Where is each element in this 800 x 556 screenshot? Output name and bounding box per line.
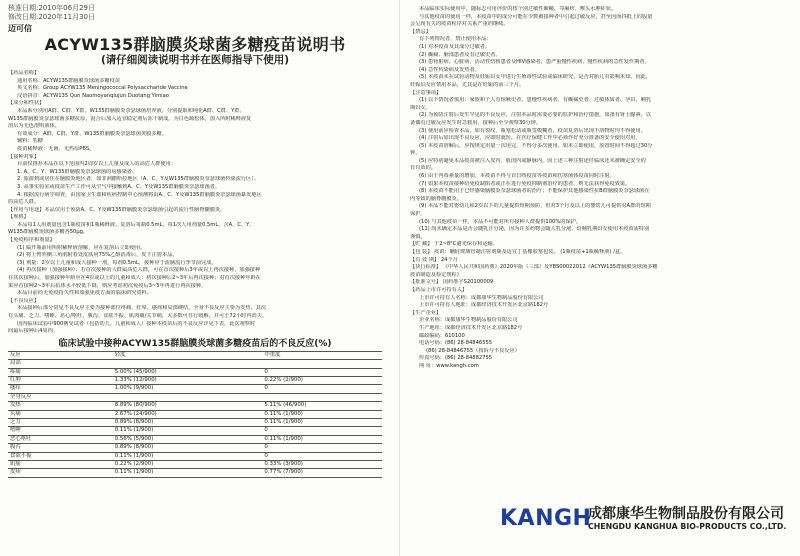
text-line: 钟。 [410, 150, 421, 157]
text-line: (4) 注射后如出现不良反应，应即时就医，在医疗保健工作中必须作好充分准备的安全使用对用。 [419, 135, 641, 142]
text-line: W135群脑膜炎奈瑟球菌多糖抗原，混合后加入适宜稳定剂后冻干制成。为白色疏松体，加入所附稀释液复 [8, 115, 252, 122]
adverse-reaction-table [8, 351, 382, 478]
table-cell [113, 393, 263, 401]
text-line: 果应首接种2~3年后抗体水平较低下降，则应考虑初次免疫后3~5年再进行再次接种。 [8, 282, 207, 289]
text-line: (3) 剂量：2岁以上儿童和成人接种一剂，每剂0.5mL，接种应于流脑流行季节前完成。 [17, 259, 217, 266]
text-line: (5) 本疫苗溶解后，应按规定用量一次用完，不得分多次使用。如未立即使用，放置时间不得超过30分 [419, 142, 653, 149]
table-cell: 0.11% (1/900) [113, 427, 263, 435]
table-row [8, 419, 382, 427]
text-line: 2. 旅游到或居住在脑膜炎地区者，如非洲撒哈拉地区（A、C、Y及W135群脑膜炎奈瑟球菌传染流行区）。 [17, 176, 260, 183]
right-column [402, 0, 798, 556]
text-line: 本品每1人用剂量包含1瓶疫苗和1瓶稀释液。复溶后每瓶0.5mL，每1次人用剂量0.5mL，含A、C、Y、 [17, 221, 255, 228]
table-header-row [8, 351, 382, 359]
text-line: 通用名称：ACYW135群脑膜炎球菌多糖疫苗 [17, 77, 121, 84]
table-row [8, 393, 382, 401]
table-header-cell: 反应 [8, 351, 113, 359]
right-body-text [410, 6, 788, 371]
text-line: (4) 急性传染病及发热者。 [419, 66, 480, 73]
text-line: W135群脑膜炎球菌多糖各50μg。 [8, 229, 89, 236]
company-logo [500, 502, 790, 536]
table-cell: 0 [262, 427, 382, 435]
table-cell: 0 [262, 385, 382, 393]
table-cell: 0.11% (1/900) [113, 452, 263, 460]
text-line: 【有 效 期】 24个月 [410, 256, 458, 263]
text-line: 有头痛、乏力、嗜睡、恶心/呕吐、腹泻、食欲不振、肌肉痛/关节痛，大多数可自行缓解，并可于72小时内消失。 [8, 313, 268, 319]
logo-mark: KANGH [500, 506, 592, 531]
text-line: (10) 与其他疫苗一样，本品不可能对所有接种人群提供100%的保护。 [419, 218, 582, 225]
text-line: 本品接种后部分常见不良反应主要为接种部位疼痛、红晕、瘙痒和局部硬结，全身不良反应主要为发热，其次 [17, 305, 267, 312]
table-cell: 2.67% (24/900) [113, 410, 263, 418]
table-row [8, 427, 382, 435]
table-cell: 恶心呕吐 [8, 435, 113, 443]
approval-date: 核准日期:2010年06月29日 [8, 4, 95, 12]
revision-date: 修改日期:2020年11月30日 [8, 13, 95, 21]
table-cell: 疼痛 [8, 368, 113, 376]
text-line: (2) 为预防注射后发生罕见的不良反应，注射本品时需要必要的监护和治疗措施，如备有肾上腺素，以 [419, 112, 652, 119]
text-line: 本品目前尚无免疫持久性和加强免疫方面的临床研究资料。 [17, 290, 152, 297]
table-cell: 0.11% (1/900) [113, 469, 263, 477]
table-cell: 0.22% (2/900) [113, 461, 263, 469]
company-name-en: CHENGDU KANGHUA BIO-PRODUCTS CO.,LTD. [588, 522, 787, 531]
text-line: 备偶有过敏反应发生时急救用。接种后至少观察30分钟。 [410, 119, 542, 126]
text-line: 4. 根据流行病学调查，由国家卫生部和疾病控制中心预测将由A、C、Y及W135群脑膜炎奈瑟球菌暴发地区 [17, 191, 262, 198]
table-cell: 0.11% (1/900) [262, 435, 382, 443]
text-line: (8) 本疫苗不能用于已经感染脑膜炎奈瑟球菌者的治疗；不能保护其他感染性抗B群脑膜炎奈瑟球菌在 [419, 188, 650, 195]
table-cell: 1.00% (9/900) [113, 385, 263, 393]
text-line: 妊娠妇女应禁用本品，尤其是在妊娠的前三个月。 [410, 81, 525, 88]
text-line: (1) 对本疫苗及其成分过敏者。 [419, 43, 491, 50]
text-line: 上市许可持有人地址：成都经济技术开发区北京路182号 [419, 302, 549, 309]
column-divider [399, 0, 400, 556]
text-line: 企业名称：成都康华生物制品股份有限公司 [419, 317, 518, 324]
text-line: 1. A、C、Y、W135群脑膜炎奈瑟球菌的易感染者。 [17, 168, 138, 175]
text-line: 【注意事项】 [410, 89, 442, 96]
table-row [8, 377, 382, 385]
text-line: 网 址：www.kangh.com [419, 362, 479, 369]
text-line: 的高危人群。 [8, 199, 40, 206]
table-cell: 5.11% (46/900) [262, 402, 382, 410]
table-cell: 0 [262, 452, 382, 460]
table-cell: 0.89% (8/900) [113, 419, 263, 427]
text-line: 保护。 [410, 211, 426, 218]
text-line: 英文名称：Group ACYW135 Meningococcal Polysaccharide Vaccine [17, 85, 188, 92]
text-line: 本品临床实际使用中，随标志可用评价的按个别过敏性紫癜、荨麻疹、喉头水肿症状。 [419, 6, 617, 12]
table-row [8, 410, 382, 418]
table-cell: 局部 [8, 360, 113, 368]
table-cell [113, 360, 263, 368]
text-line: 生产地址：成都经济技术开发区北京路182号 [419, 324, 523, 331]
text-line: 【药品上市许可持有人】 [410, 286, 468, 293]
text-line: (2) 将上臂外侧三角肌附着处皮肤用75%乙醇消毒后，皮下注射本品。 [17, 252, 178, 259]
text-line: 有有效的。 [410, 165, 436, 172]
table-row [8, 435, 382, 443]
text-line: 邮政编码：610100 [419, 332, 465, 339]
table-cell: 食欲不振 [8, 452, 113, 460]
table-row [8, 402, 382, 410]
brand-name: 迈可信 [8, 24, 32, 33]
text-line: (4) 再次接种（加强接种）：若首次接种的人群属高危人群，可在首次接种后3年或以上再次接种，加强接种 [17, 267, 261, 274]
text-line: 目前仅推荐本品在以下范围内2周岁以上儿童及成人的高危人群使用： [17, 161, 176, 168]
text-line: 【免疫程序和剂量】 [8, 237, 55, 244]
left-column [0, 0, 396, 556]
text-line: 期妇女。 [410, 104, 431, 111]
text-line: 【接种对象】 [8, 153, 40, 160]
table-cell: 5.00% (45/900) [113, 368, 263, 376]
table-cell: 腹泻 [8, 444, 113, 452]
table-cell [262, 393, 382, 401]
left-body-text [8, 70, 382, 336]
text-line: 【包 装】 疫苗：硼硅玻璃管制注射剂瓶及适宜丁基橡胶塞包装。 (1瓶疫苗+1瓶稀释液) /盒。 [410, 249, 626, 255]
text-line: 内等致的脑脊髓膜炎。 [410, 195, 462, 202]
text-line: (86) 28-84846755（按诉与不良反应） [426, 347, 520, 354]
text-line: 【生产企业】 [410, 309, 442, 316]
table-cell: 肌痛 [8, 461, 113, 469]
text-line: 3. 从事实验室或疫苗生产工作可从空气中接触到A、C、Y及W135群脑膜炎奈瑟球菌者。 [17, 183, 221, 190]
table-cell: 瘙痒 [8, 385, 113, 393]
table-row [8, 461, 382, 469]
text-line: 本品系分别用A群、C群、Y群、W135群脑膜炎奈瑟球菌培养液，分别提取和纯化A群、C群、Y群、 [17, 107, 245, 114]
text-line: 【不良反应】 [8, 297, 40, 304]
text-line: (5) 应特别避免本品疫苗被注入皮内、肌肉内或静脉内，因上述三种注射途径临床还未被确定安全的 [419, 157, 646, 164]
table-cell: 0.89% (8/900) [113, 444, 263, 452]
table-cell: 嗜睡 [8, 427, 113, 435]
text-line: 上市许可持有人名称：成都康华生物制品股份有限公司 [419, 294, 544, 301]
text-line: 谨慎。 [410, 233, 426, 240]
table-row [8, 385, 382, 393]
table-cell: 0 [262, 368, 382, 376]
table-cell: 1.33% (12/900) [113, 377, 263, 385]
table-cell [262, 360, 382, 368]
table-header-cell: 轻度 [113, 351, 263, 359]
text-line: 【药品名称】 [8, 70, 40, 76]
text-line: (6) 由于内毒素量的增加，本疫苗不得与百日咳疫苗等疫苗和伤寒菌体疫苗同时注射。 [419, 173, 615, 180]
table-cell: 0.56% (5/900) [113, 435, 263, 443]
text-line: (1) 以下情况者慎用：家族和个人有惊厥史者、患慢性疾病者、有癫痫史者、过敏体质者、孕妇、哺乳 [419, 97, 652, 104]
text-line: (7) 如果本疫苗接种给免疫缺陷者或正在进行免疫抑制剂治疗的患者，则无法获得免疫效果。 [419, 180, 631, 187]
table-cell: 0 [262, 444, 382, 452]
document-title: ACYW135群脑膜炎球菌多糖疫苗说明书 [44, 35, 346, 54]
text-line: (2) 癫痫、脑部患者及有过敏史者。 [419, 51, 501, 58]
text-line: 间最后接种后4周内。 [8, 328, 58, 335]
table-cell: 乏力 [8, 419, 113, 427]
text-line: 【执行标准】 《中华人民共和国药典》2020年版（三部）及YBS00022012《ACYW135群脑膜炎球菌多糖 [410, 264, 658, 271]
text-line: 溶后为无色澄明液体。 [8, 123, 60, 130]
text-line: 【规格】 [8, 214, 29, 221]
text-line: (3) 患肾脏病、心脏病、活动性结核患者及HIV感染者，患严重慢性疾病、慢性疾病的急性发作期者。 [419, 59, 650, 66]
text-line: 有效成分：A群、C群、Y群、W135群脑膜炎奈瑟球菌荚膜多糖。 [17, 130, 167, 137]
text-line: 疫苗稀释液：无菌、无热原PBS。 [17, 145, 95, 152]
text-line: 国内临床试验中900例受试者（包括幼儿、儿童和成人）接种本疫苗后的不良反应详见下表，此次观察时 [17, 320, 256, 327]
text-line: 电话号码：(86) 28-84846555 [419, 340, 493, 347]
table-row [8, 452, 382, 460]
text-line: (1) 临开瓶前用所附稀释液溶解，应在复溶后立即使用。 [17, 244, 146, 251]
text-line: 【贮 藏】 于2~8°C避光保存和运输。 [410, 241, 498, 248]
text-line: (3) 使用前应检查本品，如有裂纹、瓶塞松动或瓶签模糊者，疫苗复溶后出现不溶物时均不得使用。 [419, 127, 646, 134]
text-line: 辅料：乳糖 [17, 138, 43, 145]
text-line: (9) 本品不能对婴幼儿和2岁以下的儿童提供短期预防，但对3个月及以上的婴幼儿可提供对A群的短期 [419, 203, 651, 210]
adverse-reaction-table-title: 临床试验中接种ACYW135群脑膜炎球菌多糖疫苗后的不良反应(%) [58, 338, 332, 349]
text-line: (5) 本疫苗未在试验动物及妊娠妇女中进行生殖毒性试验或临床研究，是否对胎儿有影响未知，因此， [419, 74, 652, 81]
table-row [8, 444, 382, 452]
text-line: 【成分和性状】 [8, 100, 45, 107]
text-line: 【禁忌】 [410, 28, 431, 35]
table-cell: 0.11% (1/900) [262, 419, 382, 427]
table-cell: 皮疹 [8, 469, 113, 477]
text-line: 在其次接种后，加强接种年龄应在4岁或以上的儿童和成人：初次接种后2~3年后再次接种；对首次接种年龄在 [8, 275, 261, 282]
document-subtitle: (请仔细阅读说明书并在医师指导下使用) [100, 54, 290, 66]
table-row [8, 469, 382, 477]
text-line: 疫苗制造及检定规程》 [410, 271, 462, 278]
text-line: 汉语拼音：ACYW135 Qun Naomoyanqiujun Duotang Yimiao [17, 92, 169, 99]
table-row [8, 360, 382, 368]
text-line: 【作用与用途】本品仅用于预防A、C、Y及W135群脑膜炎奈瑟球菌引起的流行性脑脊髓膜炎。 [8, 206, 226, 213]
table-cell: 0.77% (7/900) [262, 469, 382, 477]
table-cell: 0.11% (1/900) [262, 410, 382, 418]
table-body [8, 360, 382, 478]
text-line: 会呈现有关的疫苗程序对关系严重的继续。 [410, 21, 509, 28]
table-cell: 全身反应 [8, 393, 113, 401]
table-cell: 头痛 [8, 410, 113, 418]
text-line: 传真号码：(86) 28-84882755 [419, 355, 493, 362]
table-header-cell: 中重度 [262, 351, 382, 359]
text-line: 与其他疫苗的使用一样，本疫苗中的成分可能在少数被接种者中引起过敏反应，甚至因而抖抵上的股量 [419, 13, 653, 20]
table-cell: 发热 [8, 402, 113, 410]
table-cell: 0.33% (3/900) [262, 461, 382, 469]
text-line: 【批准文号】 国药准字S20100009 [410, 279, 494, 286]
table-row [8, 368, 382, 376]
text-line: (11) 尚未确定本品是否会随乳汁分泌，因为许多药物会随人乳分泌，给哺乳期妇女使用本疫苗需特别 [419, 226, 650, 233]
table-cell: 0.22% (2/900) [262, 377, 382, 385]
text-line: 有下列情况者，禁止使用本品： [419, 36, 492, 43]
table-cell: 红肿 [8, 377, 113, 385]
table-cell: 8.89% (80/900) [113, 402, 263, 410]
company-name-cn: 成都康华生物制品股份有限公司 [588, 506, 784, 522]
